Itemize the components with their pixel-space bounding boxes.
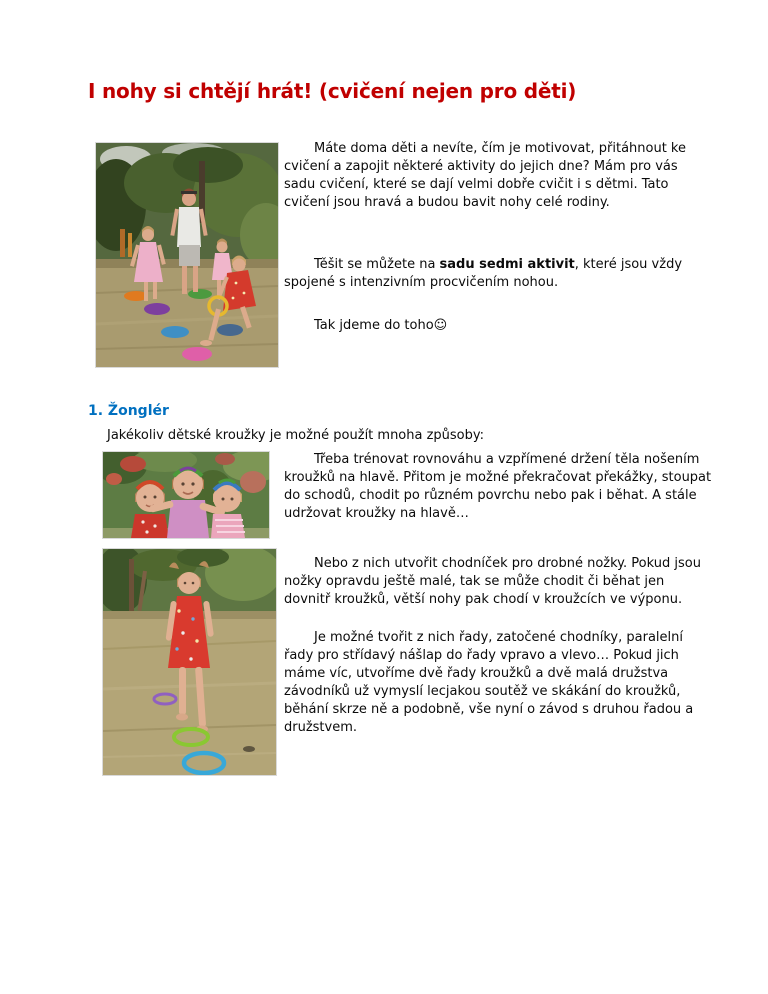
intro-paragraph-2-bold: sadu sedmi aktivit bbox=[439, 257, 575, 272]
photo-girls-ring-headbands bbox=[102, 451, 270, 539]
photo-girls-ring-headbands-image bbox=[103, 452, 269, 538]
juggler-paragraph-3: Je možné tvořit z nich řady, zatočené chodníky, paralelní řady pro střídavý nášlap do řady vpravo a vlevo… Pokud jich máme víc, utvoříme dvě řady kroužků a dvě malá družstva závodníků už vymyslí lecjakou soutěž ve skákání do kroužků, běhání skrze ně a podobně, vše nyní o závod s druhou řadou a družstvem. bbox=[284, 630, 694, 735]
intro-paragraph-2-suffix: , které jsou vždy spojené s intenzivním procvičením nohou. bbox=[284, 257, 683, 290]
photo-children-discs-image bbox=[96, 143, 278, 367]
intro-paragraph-1: Máte doma děti a nevíte, čím je motivovat, přitáhnout ke cvičení a zapojit některé aktivity do jejich dne? Mám pro vás sadu cvičení, které se dají velmi dobře cvičit i s dětmi. Tato cvičení jsou hravá a budou bavit nohy celé rodiny. bbox=[284, 141, 686, 210]
page-title: I nohy si chtějí hrát! (cvičení nejen pro děti) bbox=[88, 79, 577, 103]
juggler-paragraph-1: Třeba trénovat rovnováhu a vzpřímené držení těla nošením kroužků na hlavě. Přitom je možné překračovat překážky, stoupat do schodů, chodit po různém povrchu nebo pak i běhat. A stále udržovat kroužky na hlavě… bbox=[284, 452, 712, 521]
section-heading-juggler: 1. Žonglér bbox=[88, 403, 169, 419]
intro-paragraph-2 bbox=[284, 256, 698, 292]
juggler-paragraph-2: Nebo z nich utvořit chodníček pro drobné nožky. Pokud jsou nožky opravdu ještě malé, tak se může chodit či běhat jen dovnitř kroužků, větší nohy pak chodí v kroužcích ve výponu. bbox=[284, 556, 701, 607]
photo-children-discs bbox=[95, 142, 279, 368]
intro-paragraph-3: Tak jdeme do toho☺ bbox=[314, 318, 448, 333]
photo-girl-stepping-rings bbox=[102, 548, 277, 776]
intro-paragraph-2-text: Těšit se můžete na bbox=[314, 257, 440, 272]
section-lead-line: Jakékoliv dětské kroužky je možné použít mnoha způsoby: bbox=[107, 428, 485, 443]
photo-girl-stepping-rings-image bbox=[103, 549, 276, 775]
